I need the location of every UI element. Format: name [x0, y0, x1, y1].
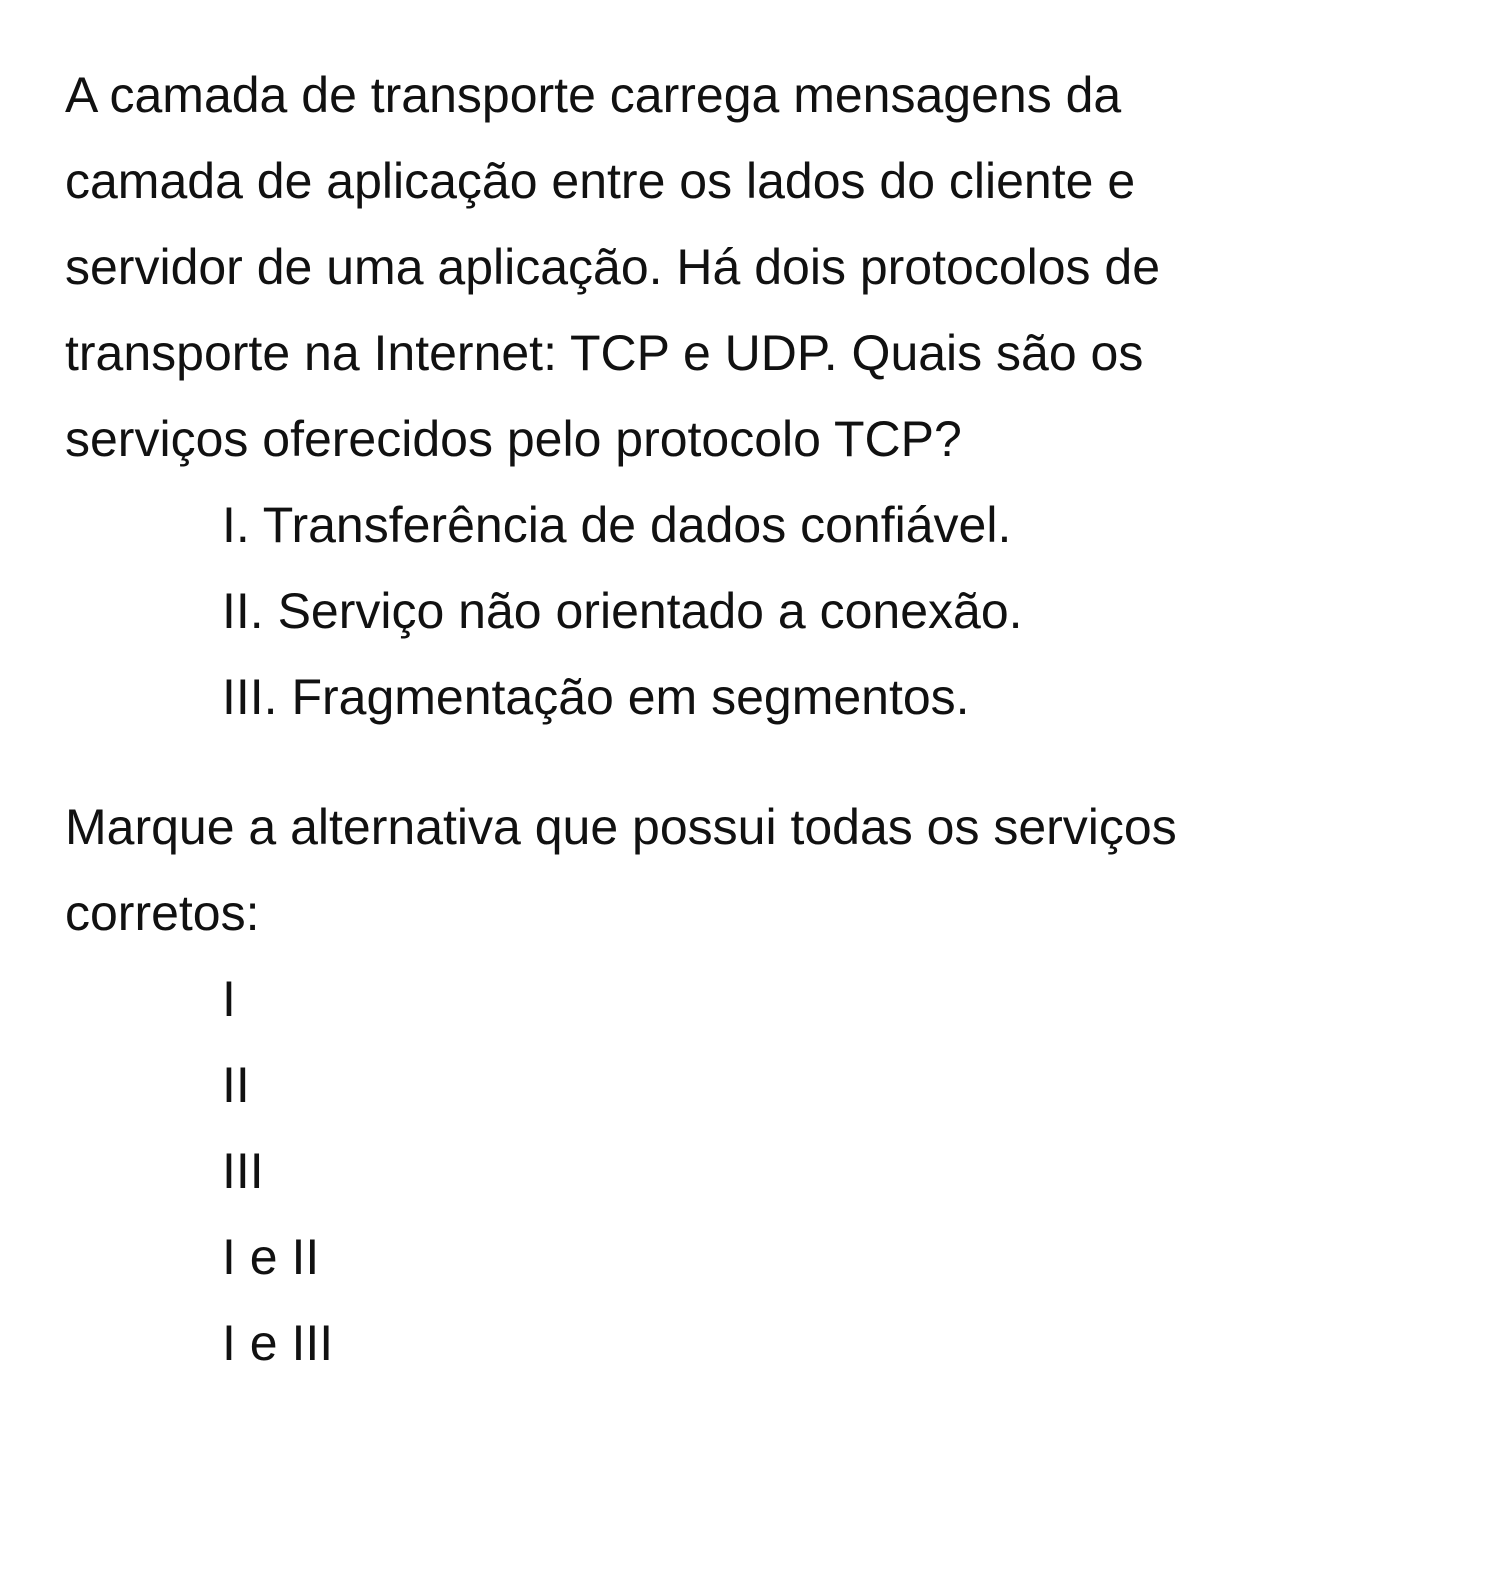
statement-item: III. Fragmentação em segmentos. [222, 669, 970, 725]
answer-option-i[interactable]: I [222, 971, 236, 1027]
answer-option-i-e-iii[interactable]: I e III [222, 1315, 334, 1371]
statement-item: II. Serviço não orientado a conexão. [222, 583, 1023, 639]
question-line: servidor de uma aplicação. Há dois protocolos de [65, 239, 1161, 295]
answer-options [65, 956, 1445, 1386]
answer-option-i-e-ii[interactable]: I e II [222, 1229, 320, 1285]
instruction-line: corretos: [65, 885, 260, 941]
question-document [65, 52, 1445, 1386]
question-line: transporte na Internet: TCP e UDP. Quais são os [65, 325, 1144, 381]
question-line: camada de aplicação entre os lados do cliente e [65, 153, 1136, 209]
statement-list [65, 482, 1445, 740]
question-text [65, 52, 1445, 482]
answer-option-ii[interactable]: II [222, 1057, 250, 1113]
answer-option-iii[interactable]: III [222, 1143, 264, 1199]
instruction-line: Marque a alternativa que possui todas os serviços [65, 799, 1177, 855]
instruction-text [65, 784, 1445, 956]
spacer [65, 740, 1445, 784]
statement-item: I. Transferência de dados confiável. [222, 497, 1012, 553]
question-line: serviços oferecidos pelo protocolo TCP? [65, 411, 962, 467]
question-line: A camada de transporte carrega mensagens da [65, 67, 1122, 123]
